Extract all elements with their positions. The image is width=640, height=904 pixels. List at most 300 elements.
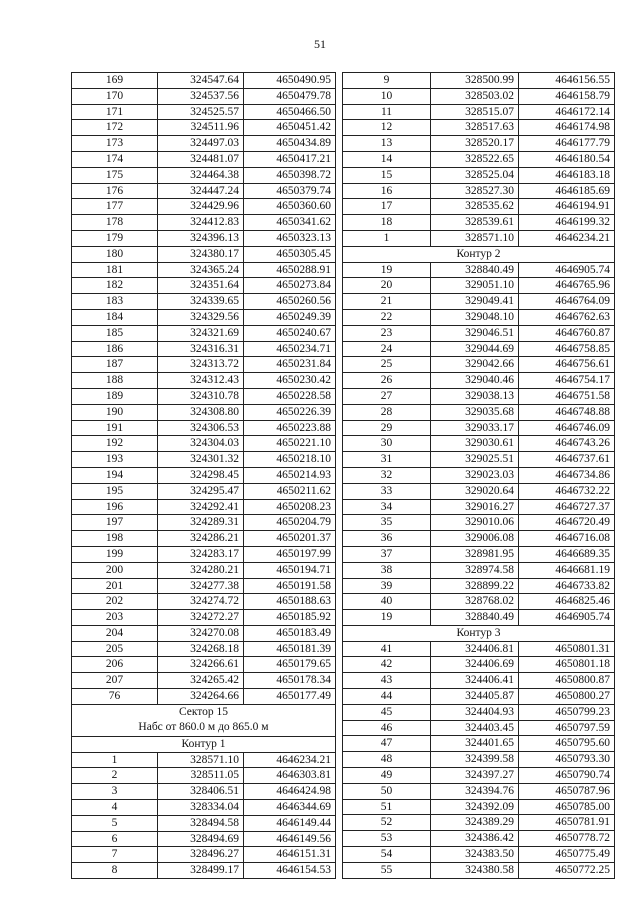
point-number: 190 [72, 404, 158, 420]
point-number: 10 [343, 88, 431, 104]
y-coordinate: 4646194.91 [519, 199, 615, 215]
x-coordinate: 329016.27 [431, 499, 519, 515]
point-number: 6 [72, 831, 158, 847]
point-number: 7 [72, 847, 158, 863]
y-coordinate: 4646905.74 [519, 262, 615, 278]
point-number: 39 [343, 578, 431, 594]
y-coordinate: 4650240.67 [244, 325, 336, 341]
y-coordinate: 4646303.81 [244, 768, 336, 784]
x-coordinate: 324397.27 [431, 768, 519, 784]
page-number: 51 [314, 37, 326, 51]
x-coordinate: 324396.13 [158, 230, 244, 246]
x-coordinate: 328899.22 [431, 578, 519, 594]
section-header-row [72, 736, 336, 752]
point-number: 179 [72, 230, 158, 246]
y-coordinate: 4650179.65 [244, 657, 336, 673]
point-number: 53 [343, 831, 431, 847]
table-row [343, 483, 615, 499]
point-number: 34 [343, 499, 431, 515]
point-number: 194 [72, 467, 158, 483]
point-number: 1 [72, 752, 158, 768]
point-number: 199 [72, 546, 158, 562]
point-number: 49 [343, 768, 431, 784]
x-coordinate: 329020.64 [431, 483, 519, 499]
y-coordinate: 4646754.17 [519, 373, 615, 389]
x-coordinate: 324308.80 [158, 404, 244, 420]
table-row [72, 88, 336, 104]
point-number: 186 [72, 341, 158, 357]
x-coordinate: 324277.38 [158, 578, 244, 594]
point-number: 76 [72, 689, 158, 705]
y-coordinate: 4650188.63 [244, 594, 336, 610]
table-row [72, 404, 336, 420]
table-row [72, 215, 336, 231]
x-coordinate: 329006.08 [431, 531, 519, 547]
table-row [343, 736, 615, 752]
x-coordinate: 329033.17 [431, 420, 519, 436]
x-coordinate: 329051.10 [431, 278, 519, 294]
y-coordinate: 4646765.96 [519, 278, 615, 294]
y-coordinate: 4646762.63 [519, 309, 615, 325]
point-number: 171 [72, 104, 158, 120]
y-coordinate: 4650191.58 [244, 578, 336, 594]
point-number: 193 [72, 452, 158, 468]
table-row [343, 815, 615, 831]
x-coordinate: 324304.03 [158, 436, 244, 452]
x-coordinate: 324292.41 [158, 499, 244, 515]
y-coordinate: 4650801.18 [519, 657, 615, 673]
point-number: 5 [72, 815, 158, 831]
section-header-row [343, 246, 615, 262]
table-row [343, 73, 615, 89]
y-coordinate: 4650787.96 [519, 783, 615, 799]
y-coordinate: 4646154.53 [244, 863, 336, 879]
x-coordinate: 329030.61 [431, 436, 519, 452]
x-coordinate: 324268.18 [158, 641, 244, 657]
point-number: 43 [343, 673, 431, 689]
x-coordinate: 329046.51 [431, 325, 519, 341]
table-row [343, 104, 615, 120]
table-row [72, 800, 336, 816]
x-coordinate: 324264.66 [158, 689, 244, 705]
table-row [343, 689, 615, 705]
y-coordinate: 4646177.79 [519, 136, 615, 152]
table-row [72, 673, 336, 689]
point-number: 174 [72, 151, 158, 167]
point-number: 14 [343, 151, 431, 167]
y-coordinate: 4650288.91 [244, 262, 336, 278]
table-row [343, 136, 615, 152]
x-coordinate: 324351.64 [158, 278, 244, 294]
x-coordinate: 324406.69 [431, 657, 519, 673]
table-row [72, 262, 336, 278]
table-row [72, 831, 336, 847]
x-coordinate: 324289.31 [158, 515, 244, 531]
x-coordinate: 328768.02 [431, 594, 519, 610]
y-coordinate: 4646172.14 [519, 104, 615, 120]
table-row [343, 467, 615, 483]
table-row [343, 562, 615, 578]
table-row [343, 594, 615, 610]
y-coordinate: 4650194.71 [244, 562, 336, 578]
point-number: 17 [343, 199, 431, 215]
x-coordinate: 328525.04 [431, 167, 519, 183]
point-number: 182 [72, 278, 158, 294]
point-number: 173 [72, 136, 158, 152]
x-coordinate: 324404.93 [431, 704, 519, 720]
point-number: 169 [72, 73, 158, 89]
x-coordinate: 324312.43 [158, 373, 244, 389]
x-coordinate: 324497.03 [158, 136, 244, 152]
table-row [343, 452, 615, 468]
table-row [343, 641, 615, 657]
table-row [343, 704, 615, 720]
y-coordinate: 4646185.69 [519, 183, 615, 199]
table-row [343, 657, 615, 673]
table-row [343, 783, 615, 799]
y-coordinate: 4650249.39 [244, 309, 336, 325]
y-coordinate: 4646424.98 [244, 784, 336, 800]
table-row [72, 309, 336, 325]
x-coordinate: 328517.63 [431, 120, 519, 136]
x-coordinate: 328840.49 [431, 610, 519, 626]
table-row [72, 341, 336, 357]
y-coordinate: 4650772.25 [519, 862, 615, 878]
x-coordinate: 328494.69 [158, 831, 244, 847]
y-coordinate: 4646751.58 [519, 388, 615, 404]
x-coordinate: 329048.10 [431, 309, 519, 325]
x-coordinate: 324392.09 [431, 799, 519, 815]
x-coordinate: 328496.27 [158, 847, 244, 863]
table-row [72, 594, 336, 610]
table-row [72, 357, 336, 373]
point-number: 13 [343, 136, 431, 152]
point-number: 172 [72, 120, 158, 136]
table-row [343, 341, 615, 357]
table-row [72, 483, 336, 499]
point-number: 177 [72, 199, 158, 215]
point-number: 188 [72, 373, 158, 389]
table-row [343, 373, 615, 389]
point-number: 12 [343, 120, 431, 136]
y-coordinate: 4650434.89 [244, 136, 336, 152]
table-row [343, 673, 615, 689]
point-number: 176 [72, 183, 158, 199]
point-number: 180 [72, 246, 158, 262]
y-coordinate: 4650214.93 [244, 467, 336, 483]
table-row [72, 388, 336, 404]
point-number: 200 [72, 562, 158, 578]
point-number: 29 [343, 420, 431, 436]
point-number: 9 [343, 73, 431, 89]
y-coordinate: 4650234.71 [244, 341, 336, 357]
x-coordinate: 324401.65 [431, 736, 519, 752]
table-row [343, 294, 615, 310]
point-number: 183 [72, 294, 158, 310]
x-coordinate: 324295.47 [158, 483, 244, 499]
x-coordinate: 324301.32 [158, 452, 244, 468]
y-coordinate: 4646156.55 [519, 73, 615, 89]
point-number: 38 [343, 562, 431, 578]
table-row [343, 799, 615, 815]
point-number: 21 [343, 294, 431, 310]
x-coordinate: 328503.02 [431, 88, 519, 104]
y-coordinate: 4646716.08 [519, 531, 615, 547]
x-coordinate: 328520.17 [431, 136, 519, 152]
x-coordinate: 324464.38 [158, 167, 244, 183]
point-number: 170 [72, 88, 158, 104]
y-coordinate: 4650226.39 [244, 404, 336, 420]
point-number: 52 [343, 815, 431, 831]
x-coordinate: 324286.21 [158, 531, 244, 547]
table-row [343, 230, 615, 246]
table-row [72, 167, 336, 183]
x-coordinate: 324403.45 [431, 720, 519, 736]
x-coordinate: 328334.04 [158, 800, 244, 816]
point-number: 26 [343, 373, 431, 389]
table-row [343, 88, 615, 104]
table-row [343, 768, 615, 784]
table-row [72, 768, 336, 784]
x-coordinate: 324389.29 [431, 815, 519, 831]
x-coordinate: 324405.87 [431, 689, 519, 705]
point-number: 187 [72, 357, 158, 373]
point-number: 30 [343, 436, 431, 452]
point-number: 35 [343, 515, 431, 531]
point-number: 19 [343, 610, 431, 626]
x-coordinate: 324280.21 [158, 562, 244, 578]
point-number: 15 [343, 167, 431, 183]
x-coordinate: 324274.72 [158, 594, 244, 610]
y-coordinate: 4646905.74 [519, 610, 615, 626]
y-coordinate: 4646174.98 [519, 120, 615, 136]
table-row [72, 136, 336, 152]
y-coordinate: 4646743.26 [519, 436, 615, 452]
table-row [343, 862, 615, 878]
y-coordinate: 4646149.56 [244, 831, 336, 847]
table-row [343, 309, 615, 325]
y-coordinate: 4650211.62 [244, 483, 336, 499]
point-number: 37 [343, 546, 431, 562]
y-coordinate: 4646689.35 [519, 546, 615, 562]
table-row [72, 73, 336, 89]
x-coordinate: 324339.65 [158, 294, 244, 310]
table-row [72, 467, 336, 483]
table-row [72, 578, 336, 594]
table-row [72, 546, 336, 562]
y-coordinate: 4646681.19 [519, 562, 615, 578]
y-coordinate: 4650778.72 [519, 831, 615, 847]
point-number: 4 [72, 800, 158, 816]
table-row [72, 531, 336, 547]
point-number: 11 [343, 104, 431, 120]
y-coordinate: 4646764.09 [519, 294, 615, 310]
y-coordinate: 4650490.95 [244, 73, 336, 89]
y-coordinate: 4650398.72 [244, 167, 336, 183]
x-coordinate: 324298.45 [158, 467, 244, 483]
x-coordinate: 328499.17 [158, 863, 244, 879]
x-coordinate: 324283.17 [158, 546, 244, 562]
y-coordinate: 4650417.21 [244, 151, 336, 167]
table-row [343, 167, 615, 183]
y-coordinate: 4650230.42 [244, 373, 336, 389]
x-coordinate: 324316.31 [158, 341, 244, 357]
point-number: 46 [343, 720, 431, 736]
y-coordinate: 4650466.50 [244, 104, 336, 120]
point-number: 23 [343, 325, 431, 341]
x-coordinate: 324481.07 [158, 151, 244, 167]
x-coordinate: 324380.17 [158, 246, 244, 262]
point-number: 196 [72, 499, 158, 515]
table-row [72, 784, 336, 800]
x-coordinate: 324270.08 [158, 625, 244, 641]
x-coordinate: 328981.95 [431, 546, 519, 562]
x-coordinate: 329049.41 [431, 294, 519, 310]
x-coordinate: 324329.56 [158, 309, 244, 325]
table-row [343, 531, 615, 547]
point-number: 19 [343, 262, 431, 278]
x-coordinate: 329038.13 [431, 388, 519, 404]
y-coordinate: 4646748.88 [519, 404, 615, 420]
point-number: 2 [72, 768, 158, 784]
x-coordinate: 324306.53 [158, 420, 244, 436]
point-number: 48 [343, 752, 431, 768]
section-header-row [343, 625, 615, 641]
table-row [72, 752, 336, 768]
x-coordinate: 324537.56 [158, 88, 244, 104]
y-coordinate: 4650341.62 [244, 215, 336, 231]
x-coordinate: 324447.24 [158, 183, 244, 199]
x-coordinate: 328840.49 [431, 262, 519, 278]
table-row [72, 452, 336, 468]
y-coordinate: 4646344.69 [244, 800, 336, 816]
point-number: 28 [343, 404, 431, 420]
x-coordinate: 328571.10 [158, 752, 244, 768]
table-row [72, 246, 336, 262]
x-coordinate: 324266.61 [158, 657, 244, 673]
y-coordinate: 4646720.49 [519, 515, 615, 531]
table-row [343, 610, 615, 626]
y-coordinate: 4650181.39 [244, 641, 336, 657]
x-coordinate: 328571.10 [431, 230, 519, 246]
point-number: 40 [343, 594, 431, 610]
table-row [72, 657, 336, 673]
y-coordinate: 4646151.31 [244, 847, 336, 863]
table-row [72, 278, 336, 294]
x-coordinate: 328500.99 [431, 73, 519, 89]
table-row [343, 120, 615, 136]
table-row [72, 515, 336, 531]
table-row [72, 104, 336, 120]
y-coordinate: 4650231.84 [244, 357, 336, 373]
point-number: 192 [72, 436, 158, 452]
x-coordinate: 329042.66 [431, 357, 519, 373]
section-header-row [72, 704, 336, 736]
y-coordinate: 4646737.61 [519, 452, 615, 468]
point-number: 202 [72, 594, 158, 610]
x-coordinate: 324365.24 [158, 262, 244, 278]
point-number: 47 [343, 736, 431, 752]
y-coordinate: 4650479.78 [244, 88, 336, 104]
x-coordinate: 324406.41 [431, 673, 519, 689]
point-number: 44 [343, 689, 431, 705]
y-coordinate: 4650178.34 [244, 673, 336, 689]
y-coordinate: 4650185.92 [244, 610, 336, 626]
y-coordinate: 4650799.23 [519, 704, 615, 720]
y-coordinate: 4650305.45 [244, 246, 336, 262]
table-row [72, 420, 336, 436]
table-row [343, 499, 615, 515]
point-number: 32 [343, 467, 431, 483]
y-coordinate: 4650201.37 [244, 531, 336, 547]
table-row [343, 404, 615, 420]
y-coordinate: 4646234.21 [519, 230, 615, 246]
table-row [343, 831, 615, 847]
point-number: 36 [343, 531, 431, 547]
point-number: 178 [72, 215, 158, 231]
table-row [343, 262, 615, 278]
table-row [343, 752, 615, 768]
coordinates-table-left [71, 72, 336, 879]
x-coordinate: 324265.42 [158, 673, 244, 689]
table-row [72, 294, 336, 310]
point-number: 20 [343, 278, 431, 294]
y-coordinate: 4646825.46 [519, 594, 615, 610]
x-coordinate: 324394.76 [431, 783, 519, 799]
y-coordinate: 4646733.82 [519, 578, 615, 594]
point-number: 27 [343, 388, 431, 404]
x-coordinate: 324386.42 [431, 831, 519, 847]
table-row [72, 815, 336, 831]
point-number: 3 [72, 784, 158, 800]
y-coordinate: 4650204.79 [244, 515, 336, 531]
y-coordinate: 4646234.21 [244, 752, 336, 768]
y-coordinate: 4650228.58 [244, 388, 336, 404]
x-coordinate: 324272.27 [158, 610, 244, 626]
x-coordinate: 324313.72 [158, 357, 244, 373]
point-number: 8 [72, 863, 158, 879]
x-coordinate: 329044.69 [431, 341, 519, 357]
table-row [72, 230, 336, 246]
table-row [72, 625, 336, 641]
table-row [72, 120, 336, 136]
table-row [72, 610, 336, 626]
point-number: 189 [72, 388, 158, 404]
table-row [72, 847, 336, 863]
point-number: 42 [343, 657, 431, 673]
point-number: 203 [72, 610, 158, 626]
table-row [343, 578, 615, 594]
point-number: 201 [72, 578, 158, 594]
table-row [72, 689, 336, 705]
y-coordinate: 4650183.49 [244, 625, 336, 641]
table-row [343, 278, 615, 294]
x-coordinate: 324399.58 [431, 752, 519, 768]
y-coordinate: 4650323.13 [244, 230, 336, 246]
y-coordinate: 4646756.61 [519, 357, 615, 373]
y-coordinate: 4650781.91 [519, 815, 615, 831]
table-row [343, 720, 615, 736]
table-row [343, 546, 615, 562]
point-number: 191 [72, 420, 158, 436]
table-row [343, 215, 615, 231]
y-coordinate: 4650451.42 [244, 120, 336, 136]
y-coordinate: 4646746.09 [519, 420, 615, 436]
x-coordinate: 324429.96 [158, 199, 244, 215]
y-coordinate: 4650797.59 [519, 720, 615, 736]
y-coordinate: 4646758.85 [519, 341, 615, 357]
y-coordinate: 4646760.87 [519, 325, 615, 341]
